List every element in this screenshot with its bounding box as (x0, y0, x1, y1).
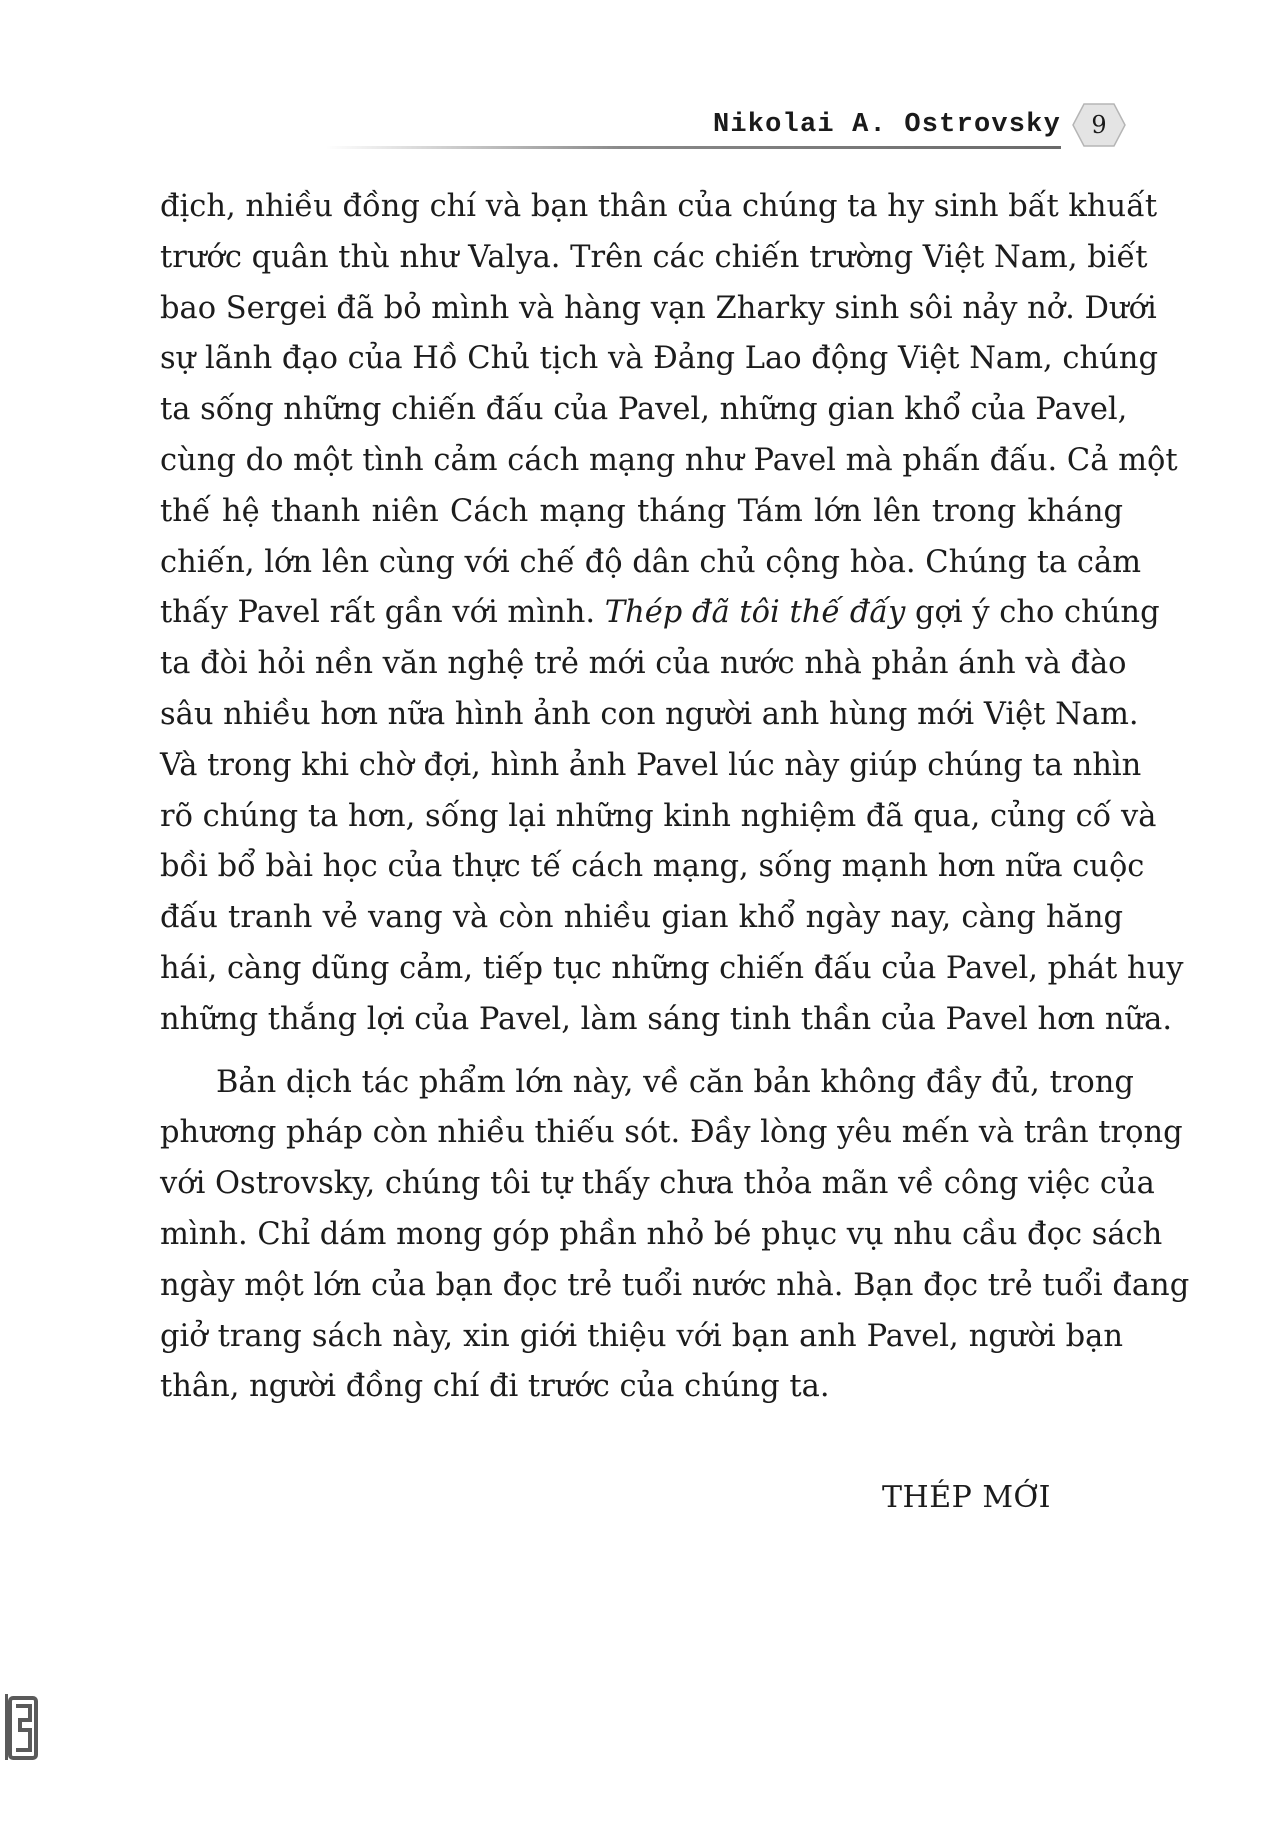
text-line: với Ostrovsky, chúng tôi tự thấy chưa thỏa mãn về công việc của (160, 1166, 1155, 1202)
running-title: Nikolai A. Ostrovsky (712, 110, 1061, 140)
text-segment: gợi ý cho chúng (915, 595, 1160, 631)
text-line: sự lãnh đạo của Hồ Chủ tịch và Đảng Lao động Việt Nam, chúng (160, 341, 1158, 377)
text-line: thân, người đồng chí đi trước của chúng ta. (160, 1369, 830, 1405)
text-line: rõ chúng ta hơn, sống lại những kinh nghiệm đã qua, củng cố và (160, 798, 1157, 834)
paragraph-1 (160, 182, 1184, 1046)
text-line: giở trang sách này, xin giới thiệu với bạn anh Pavel, người bạn (160, 1318, 1123, 1354)
text-line: bồi bổ bài học của thực tế cách mạng, sống mạnh hơn nữa cuộc (160, 849, 1145, 885)
text-line: chiến, lớn lên cùng với chế độ dân chủ cộng hòa. Chúng ta cảm (160, 544, 1142, 580)
paragraph-2 (160, 1058, 1190, 1414)
text-line-with-title (160, 588, 1160, 639)
text-line: ta đòi hỏi nền văn nghệ trẻ mới của nước nhà phản ánh và đào (160, 646, 1127, 682)
running-header (346, 108, 1126, 152)
publisher-logo (4, 1690, 40, 1764)
text-line: hái, càng dũng cảm, tiếp tục những chiến đấu của Pavel, phát huy (160, 950, 1184, 986)
text-line: thế hệ thanh niên Cách mạng tháng Tám lớn lên trong kháng (160, 493, 1123, 529)
paragraph-gap (160, 1046, 1123, 1058)
text-line: cùng do một tình cảm cách mạng như Pavel mà phấn đấu. Cả một (160, 442, 1178, 478)
text-line: phương pháp còn nhiều thiếu sót. Đầy lòng yêu mến và trân trọng (160, 1115, 1183, 1151)
text-line: những thắng lợi của Pavel, làm sáng tinh thần của Pavel hơn nữa. (160, 1001, 1173, 1037)
header-rule (326, 146, 1061, 149)
text-line: trước quân thù như Valya. Trên các chiến trường Việt Nam, biết (160, 239, 1148, 275)
author-signature: THÉP MỚI (882, 1480, 1051, 1515)
text-line: Và trong khi chờ đợi, hình ảnh Pavel lúc này giúp chúng ta nhìn (160, 747, 1142, 783)
book-title-italic: Thép đã tôi thế đấy (604, 595, 906, 631)
text-line: sâu nhiều hơn nữa hình ảnh con người anh hùng mới Việt Nam. (160, 696, 1139, 732)
page-number-badge (1072, 102, 1126, 148)
text-line: địch, nhiều đồng chí và bạn thân của chúng ta hy sinh bất khuất (160, 189, 1158, 224)
text-line: ta sống những chiến đấu của Pavel, những gian khổ của Pavel, (160, 392, 1128, 428)
body-text (160, 182, 1190, 1413)
page-number: 9 (1091, 111, 1107, 139)
text-line: ngày một lớn của bạn đọc trẻ tuổi nước nhà. Bạn đọc trẻ tuổi đang (160, 1267, 1190, 1303)
text-line: Bản dịch tác phẩm lớn này, về căn bản không đầy đủ, trong (216, 1064, 1134, 1100)
text-line: đấu tranh vẻ vang và còn nhiều gian khổ ngày nay, càng hăng (160, 900, 1123, 936)
text-segment: thấy Pavel rất gần với mình. (160, 595, 596, 631)
publisher-logo-icon (4, 1690, 40, 1764)
text-line: bao Sergei đã bỏ mình và hàng vạn Zharky sinh sôi nảy nở. Dưới (160, 290, 1157, 326)
text-line: mình. Chỉ dám mong góp phần nhỏ bé phục vụ nhu cầu đọc sách (160, 1216, 1163, 1252)
